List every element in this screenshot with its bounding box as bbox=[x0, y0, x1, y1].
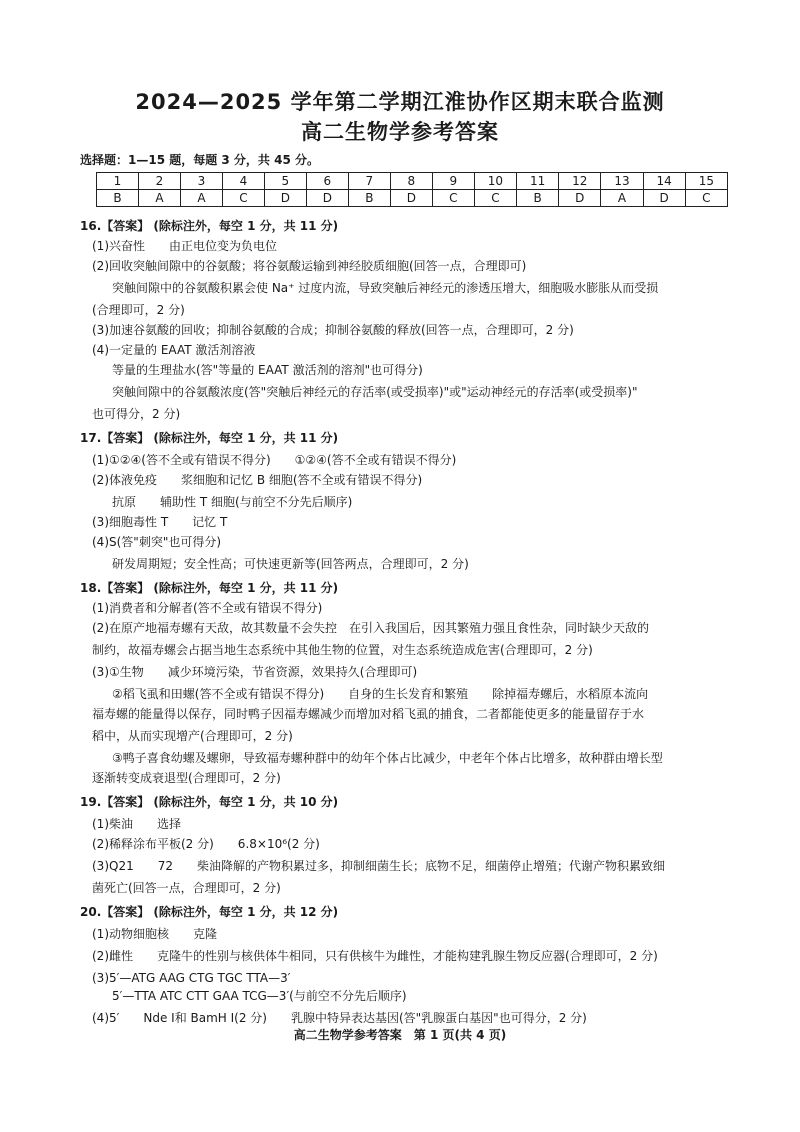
question-number-cell: 10 bbox=[474, 173, 516, 190]
answer-cell: B bbox=[348, 190, 390, 207]
answer-line: 研发周期短；安全性高；可快速更新等(回答两点，合理即可，2 分) bbox=[112, 557, 469, 571]
question-heading: 17.【答案】 (除标注外，每空 1 分，共 11 分) bbox=[80, 431, 339, 445]
page-title: 2024—2025 学年第二学期江淮协作区期末联合监测 bbox=[135, 90, 665, 114]
question-number-cell: 13 bbox=[601, 173, 643, 190]
question-number-cell: 8 bbox=[390, 173, 432, 190]
answer-line: (2)回收突触间隙中的谷氨酸；将谷氨酸运输到神经胶质细胞(回答一点，合理即可) bbox=[92, 259, 527, 273]
answer-line: (3)Q21 72 柴油降解的产物积累过多，抑制细菌生长；底物不足，细菌停止增殖；代谢产物积累致细 bbox=[92, 859, 665, 873]
answer-line: (1)动物细胞核 克隆 bbox=[92, 927, 217, 941]
answer-line: (4)5′ Nde Ⅰ和 BamH Ⅰ(2 分) 乳腺中特异表达基因(答"乳腺蛋白基因"也可得分，2 分) bbox=[92, 1011, 587, 1025]
answer-line: 福寿螺的能量得以保存，同时鸭子因福寿螺减少而增加对稻飞虱的捕食，二者都能使更多的能量留存于水 bbox=[92, 707, 645, 721]
question-number-cell: 15 bbox=[685, 173, 727, 190]
answer-line: 菌死亡(回答一点，合理即可，2 分) bbox=[92, 881, 281, 895]
answer-line: ②稻飞虱和田螺(答不全或有错误不得分) 自身的生长发育和繁殖 除掉福寿螺后，水稻原本流向 bbox=[112, 687, 649, 701]
answer-line: (2)体液免疫 浆细胞和记忆 B 细胞(答不全或有错误不得分) bbox=[92, 473, 423, 487]
answer-line: (1)柴油 选择 bbox=[92, 817, 181, 831]
answer-line: (4)S(答"刺突"也可得分) bbox=[92, 535, 222, 549]
answer-line: 突触间隙中的谷氨酸浓度(答"突触后神经元的存活率(或受损率)"或"运动神经元的存活率(或受损率)" bbox=[112, 385, 638, 399]
table-row bbox=[97, 190, 728, 207]
answer-cell: C bbox=[685, 190, 727, 207]
answer-line: (3)①生物 减少环境污染，节省资源，效果持久(合理即可) bbox=[92, 665, 418, 679]
question-number-cell: 11 bbox=[517, 173, 559, 190]
answer-line: 抗原 辅助性 T 细胞(与前空不分先后顺序) bbox=[112, 495, 353, 509]
answer-cell: C bbox=[432, 190, 474, 207]
question-number-cell: 6 bbox=[306, 173, 348, 190]
answer-line: 5′—TTA ATC CTT GAA TCG—3′(与前空不分先后顺序) bbox=[112, 989, 407, 1003]
question-number-cell: 2 bbox=[138, 173, 180, 190]
answer-line: (合理即可，2 分) bbox=[92, 303, 185, 317]
answer-cell: D bbox=[643, 190, 685, 207]
table-row bbox=[97, 173, 728, 190]
answer-line: 等量的生理盐水(答"等量的 EAAT 激活剂的溶剂"也可得分) bbox=[112, 363, 423, 377]
answer-line: (3)加速谷氨酸的回收；抑制谷氨酸的合成；抑制谷氨酸的释放(回答一点，合理即可，2 分) bbox=[92, 323, 574, 337]
question-heading: 19.【答案】 (除标注外，每空 1 分，共 10 分) bbox=[80, 795, 339, 809]
answer-line: (3)5′—ATG AAG CTG TGC TTA—3′ bbox=[92, 971, 291, 985]
mc-answer-table bbox=[96, 172, 728, 207]
question-number-cell: 12 bbox=[559, 173, 601, 190]
answer-cell: D bbox=[559, 190, 601, 207]
question-heading: 18.【答案】 (除标注外，每空 1 分，共 11 分) bbox=[80, 581, 339, 595]
answer-line: (2)在原产地福寿螺有天敌，故其数量不会失控 在引入我国后，因其繁殖力强且食性杂，同时缺少天敌的 bbox=[92, 621, 650, 635]
question-number-cell: 9 bbox=[432, 173, 474, 190]
answer-line: 稻中，从而实现增产(合理即可，2 分) bbox=[92, 729, 293, 743]
question-number-cell: 3 bbox=[180, 173, 222, 190]
answer-cell: D bbox=[306, 190, 348, 207]
answer-cell: B bbox=[517, 190, 559, 207]
answer-line: (3)细胞毒性 T 记忆 T bbox=[92, 515, 228, 529]
answer-cell: D bbox=[390, 190, 432, 207]
answer-line: 逐渐转变成衰退型(合理即可，2 分) bbox=[92, 771, 281, 785]
question-heading: 16.【答案】 (除标注外，每空 1 分，共 11 分) bbox=[80, 219, 339, 233]
answer-cell: B bbox=[97, 190, 139, 207]
answer-cell: C bbox=[474, 190, 516, 207]
answer-line: 也可得分，2 分) bbox=[92, 407, 181, 421]
answer-cell: A bbox=[138, 190, 180, 207]
answer-cell: A bbox=[601, 190, 643, 207]
page-footer: 高二生物学参考答案 第 1 页(共 4 页) bbox=[293, 1028, 507, 1042]
answer-line: 制约，故福寿螺会占据当地生态系统中其他生物的位置，对生态系统造成危害(合理即可，2 分) bbox=[92, 643, 593, 657]
question-number-cell: 14 bbox=[643, 173, 685, 190]
answer-line: (2)稀释涂布平板(2 分) 6.8×10⁶(2 分) bbox=[92, 837, 320, 851]
answer-line: (1)消费者和分解者(答不全或有错误不得分) bbox=[92, 601, 323, 615]
answer-cell: A bbox=[180, 190, 222, 207]
answer-line: ③鸭子喜食幼螺及螺卵，导致福寿螺种群中的幼年个体占比减少，中老年个体占比增多，故种群由增长型 bbox=[112, 751, 663, 765]
mc-intro: 选择题：1—15 题，每题 3 分，共 45 分。 bbox=[80, 153, 319, 167]
answer-line: (1)兴奋性 由正电位变为负电位 bbox=[92, 239, 277, 253]
answer-line: (1)①②④(答不全或有错误不得分) ①②④(答不全或有错误不得分) bbox=[92, 453, 457, 467]
page-subtitle: 高二生物学参考答案 bbox=[301, 120, 499, 144]
question-heading: 20.【答案】 (除标注外，每空 1 分，共 12 分) bbox=[80, 905, 339, 919]
answer-cell: C bbox=[222, 190, 264, 207]
question-number-cell: 1 bbox=[97, 173, 139, 190]
answer-cell: D bbox=[264, 190, 306, 207]
question-number-cell: 7 bbox=[348, 173, 390, 190]
answer-line: (4)一定量的 EAAT 激活剂溶液 bbox=[92, 343, 256, 357]
answer-line: (2)雌性 克隆牛的性别与核供体牛相同，只有供核牛为雌性，才能构建乳腺生物反应器(合理即可，2 分) bbox=[92, 949, 658, 963]
question-number-cell: 5 bbox=[264, 173, 306, 190]
answer-line: 突触间隙中的谷氨酸积累会使 Na⁺ 过度内流，导致突触后神经元的渗透压增大，细胞吸水膨胀从而受损 bbox=[112, 281, 659, 295]
question-number-cell: 4 bbox=[222, 173, 264, 190]
